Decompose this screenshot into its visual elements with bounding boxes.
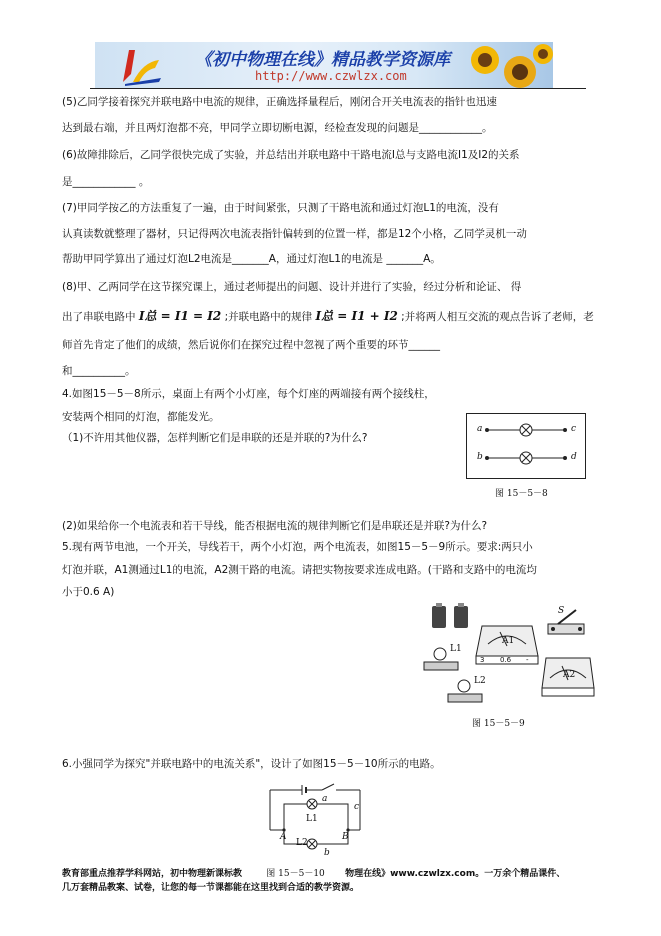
figure-15-5-10-caption: 图 15－5－10 xyxy=(266,869,325,879)
logo-icon xyxy=(123,50,161,86)
footer-line1-right: 物理在线》www.czwlzx.com。一万余个精品课件、 xyxy=(345,869,566,879)
q5-line3: 小于0.6 A) xyxy=(62,586,115,598)
teacher-intro: ;并将两人相互交流的观点告诉了老师，老 xyxy=(401,311,594,323)
battery-icon xyxy=(432,603,468,628)
fig8-label-a: a xyxy=(477,424,483,434)
q6-line1: 6.小强同学为探究"并联电路中的电流关系"，设计了如图15－5－10所示的电路。 xyxy=(62,758,441,770)
circuit-components-drawing xyxy=(420,600,595,708)
figure-15-5-9 xyxy=(420,600,595,708)
parallel-intro: ;并联电路中的规律 xyxy=(224,311,313,323)
fig10-label-l2: L2 xyxy=(296,838,308,848)
q3-part8-line3: 师首先肯定了他们的成绩，然后说你们在探究过程中忽视了两个重要的环节______ xyxy=(62,339,440,351)
footer-line1 xyxy=(62,866,565,879)
fig10-label-b: b xyxy=(324,848,330,858)
q3-part6-line2: 是____________ 。 xyxy=(62,176,150,188)
q5-line1: 5.现有两节电池，一个开关，导线若干，两个小灯泡，两个电流表，如图15－5－9所示。要求:两只小 xyxy=(62,541,533,553)
banner-title: 《初中物理在线》精品教学资源库 xyxy=(195,50,450,70)
parallel-formula: I总 = I1 + I2 xyxy=(315,309,398,323)
q3-part8-line2 xyxy=(62,309,594,324)
q3-part8-line1: (8)甲、乙两同学在这节探究课上，通过老师提出的问题、设计并进行了实验，经过分析和论证、 得 xyxy=(62,281,522,293)
figure-15-5-8-caption: 图 15－5－8 xyxy=(495,489,548,499)
fig9-label-s: S xyxy=(558,606,565,616)
fig8-label-d: d xyxy=(571,452,577,462)
fig8-label-c: c xyxy=(571,424,577,434)
series-formula: I总 = I1 = I2 xyxy=(138,309,222,323)
fig9-terminal-06: 0.6 xyxy=(500,656,512,664)
footer-line1-left: 教育部重点推荐学科网站，初中物理新课标教 xyxy=(62,869,243,879)
q3-part7-line2: 认真读数就整理了器材，只记得两次电流表指针偏转到的位置一样，都是12个小格，乙同学灵机一动 xyxy=(62,228,527,240)
q5-line2: 灯泡并联，A1测通过L1的电流，A2测干路的电流。请把实物按要求连成电路。(干路和支路中的电流均 xyxy=(62,564,537,576)
fig9-terminal-minus: - xyxy=(526,656,529,664)
fig10-label-A: A xyxy=(280,832,287,842)
fig9-label-a2: A2 xyxy=(563,670,576,680)
q4-line1: 4.如图15－5－8所示，桌面上有两个小灯座，每个灯座的两端接有两个接线柱， xyxy=(62,388,435,400)
header-divider xyxy=(90,88,586,89)
q3-part7-line1: (7)甲同学按乙的方法重复了一遍，由于时间紧张，只测了干路电流和通过灯泡L1的电流，没有 xyxy=(62,202,499,214)
series-intro: 出了串联电路中 xyxy=(62,311,136,323)
q3-part8-line4: 和__________。 xyxy=(62,365,136,377)
q3-part6-line1: (6)故障排除后，乙同学很快完成了实验，并总结出并联电路中干路电流I总与支路电流I1及I2的关系 xyxy=(62,149,520,161)
fig10-label-B: B xyxy=(342,832,349,842)
lamp-holders-diagram xyxy=(467,414,585,478)
q4-line2: 安装两个相同的灯泡，都能发光。 xyxy=(62,411,220,423)
footer-line2: 几万套精品教案、试卷，让您的每一节课都能在这里找到合适的教学资源。 xyxy=(62,883,360,893)
banner-url: http://www.czwlzx.com xyxy=(255,69,407,83)
figure-15-5-10 xyxy=(266,782,366,860)
fig10-label-l1: L1 xyxy=(306,814,318,824)
q4-part2: (2)如果给你一个电流表和若干导线，能否根据电流的规律判断它们是串联还是并联?为什么? xyxy=(62,520,488,532)
fig9-terminal-3: 3 xyxy=(480,656,485,664)
fig8-label-b: b xyxy=(477,452,483,462)
q3-part5-line1: (5)乙同学接着探究并联电路中电流的规律，正确选择量程后，刚闭合开关电流表的指针也迅速 xyxy=(62,96,497,108)
header-banner xyxy=(95,42,553,88)
q4-part1: （1)不许用其他仪器，怎样判断它们是串联的还是并联的?为什么? xyxy=(62,432,368,444)
fig9-label-l1: L1 xyxy=(450,644,462,654)
fig10-label-a: a xyxy=(322,794,328,804)
figure-15-5-8 xyxy=(466,413,586,479)
sunflower-icon xyxy=(471,44,553,88)
switch-icon xyxy=(548,610,584,634)
fig9-label-l2: L2 xyxy=(474,676,486,686)
fig9-label-a1: A1 xyxy=(502,636,515,646)
figure-15-5-9-caption: 图 15－5－9 xyxy=(472,719,525,729)
q3-part5-line2: 达到最右端，并且两灯泡都不亮，甲同学立即切断电源，经检查发现的问题是____________。 xyxy=(62,122,493,134)
fig10-label-c: c xyxy=(354,802,360,812)
q3-part7-line3: 帮助甲同学算出了通过灯泡L2电流是_______A，通过灯泡L1的电流是 _______A。 xyxy=(62,253,441,265)
